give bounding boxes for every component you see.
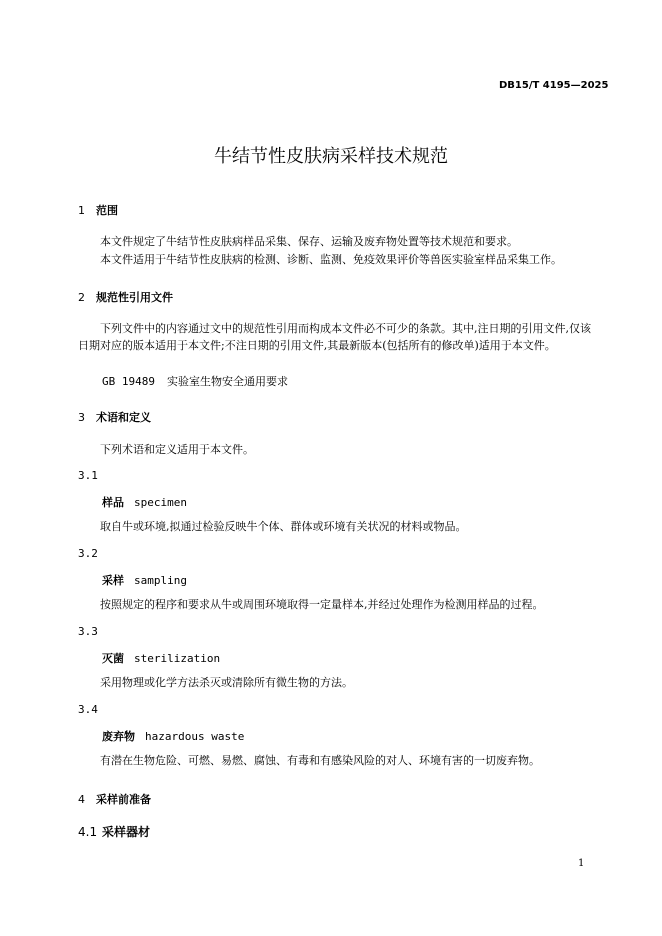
- page-number: 1: [578, 858, 585, 869]
- term-number: 3.4: [78, 703, 98, 716]
- subsection-title: 采样器材: [102, 825, 151, 839]
- subsection-4-1-heading: [78, 823, 150, 840]
- term-number: 3.3: [78, 625, 98, 638]
- section-number: 1: [78, 204, 85, 217]
- section-3-intro: 下列术语和定义适用于本文件。: [100, 443, 254, 456]
- term-english: sterilization: [134, 652, 221, 665]
- term-definition: 有潜在生物危险、可燃、易燃、腐蚀、有毒和有感染风险的对人、环境有害的一切废弃物。: [100, 754, 540, 767]
- section-1-heading: [78, 202, 118, 218]
- section-title: 范围: [96, 204, 118, 217]
- term-definition: 采用物理或化学方法杀灭或清除所有微生物的方法。: [100, 676, 353, 689]
- term-english: hazardous waste: [145, 730, 245, 743]
- reference-title: 实验室生物安全通用要求: [166, 375, 288, 388]
- section-1-paragraph-1: 本文件规定了牛结节性皮肤病样品采集、保存、运输及废弃物处置等技术规范和要求。: [100, 235, 518, 248]
- term-heading: [102, 650, 220, 666]
- section-number: 3: [78, 411, 85, 424]
- term-chinese: 采样: [102, 574, 124, 587]
- standard-number: DB15/T 4195—2025: [499, 80, 609, 91]
- term-chinese: 样品: [102, 496, 124, 509]
- reference-code: GB 19489: [102, 375, 155, 388]
- term-heading: [102, 494, 187, 510]
- section-title: 规范性引用文件: [96, 291, 173, 304]
- section-1-paragraph-2: 本文件适用于牛结节性皮肤病的检测、诊断、监测、免疫效果评价等兽医实验室样品采集工作。: [100, 253, 562, 266]
- section-number: 2: [78, 291, 85, 304]
- term-english: specimen: [134, 496, 187, 509]
- term-number: 3.2: [78, 547, 98, 560]
- section-title: 采样前准备: [96, 793, 151, 806]
- section-2-heading: [78, 289, 173, 305]
- term-chinese: 灭菌: [102, 652, 124, 665]
- document-title: 牛结节性皮肤病采样技术规范: [214, 146, 448, 167]
- normative-reference: [102, 373, 288, 389]
- term-heading: [102, 572, 187, 588]
- section-number: 4: [78, 793, 85, 806]
- term-heading: [102, 728, 244, 744]
- section-2-paragraph-1: 下列文件中的内容通过文中的规范性引用而构成本文件必不可少的条款。其中,注日期的引用文件,仅该日期对应的版本适用于本文件;不注日期的引用文件,其最新版本(包括所有的修改单)适用于本文件。: [78, 322, 591, 352]
- term-number: 3.1: [78, 469, 98, 482]
- term-chinese: 废弃物: [102, 730, 135, 743]
- subsection-number: 4.1: [78, 825, 98, 839]
- section-4-heading: [78, 791, 151, 807]
- term-definition: 取自牛或环境,拟通过检验反映牛个体、群体或环境有关状况的材料或物品。: [100, 520, 467, 533]
- section-title: 术语和定义: [96, 411, 151, 424]
- section-3-heading: [78, 409, 151, 425]
- term-english: sampling: [134, 574, 187, 587]
- term-definition: 按照规定的程序和要求从牛或周围环境取得一定量样本,并经过处理作为检测用样品的过程。: [100, 598, 544, 611]
